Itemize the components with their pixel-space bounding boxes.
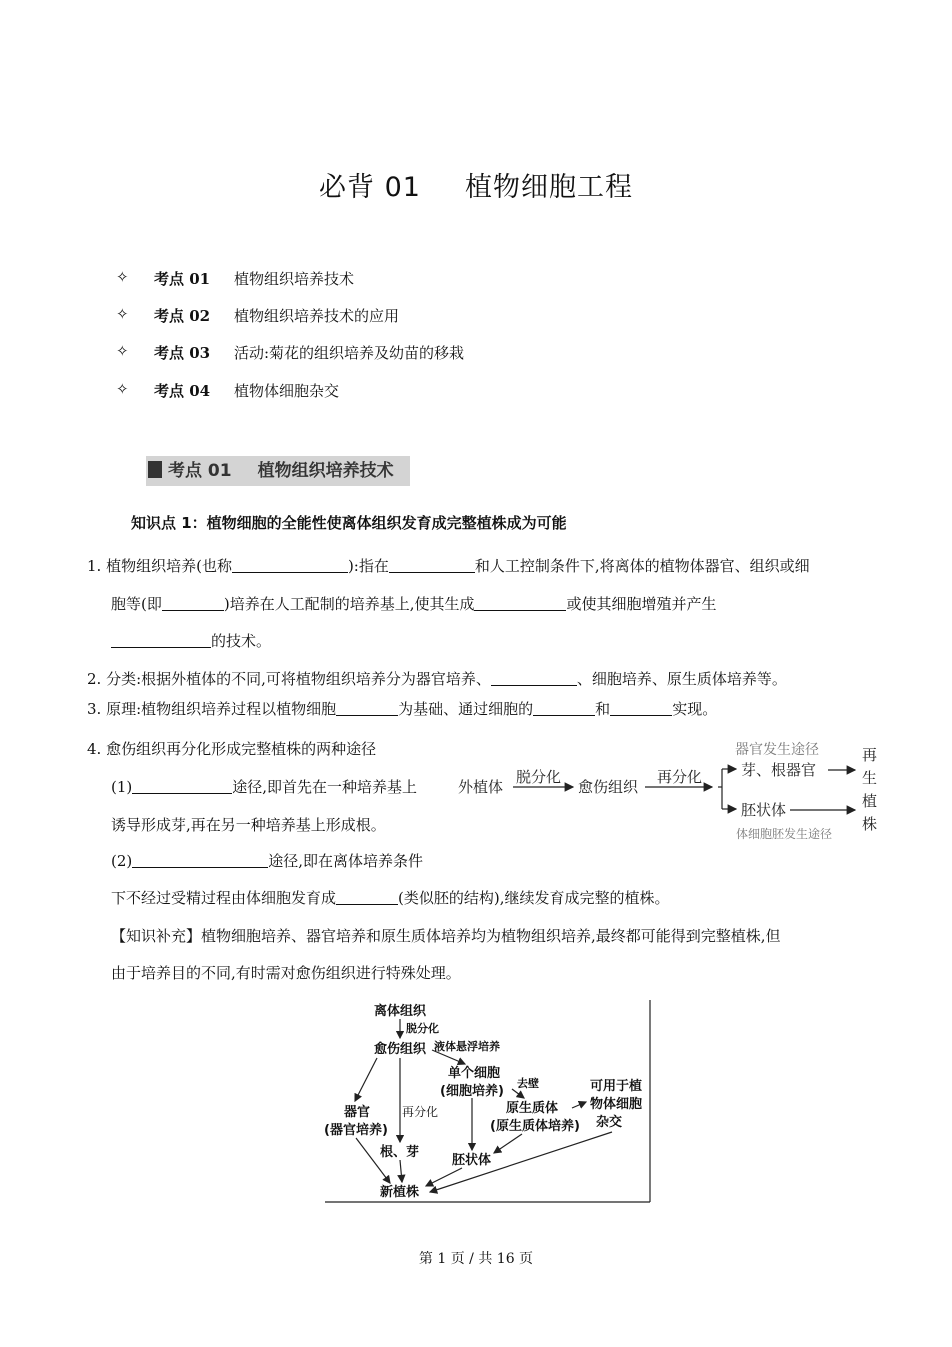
blank[interactable]	[132, 779, 232, 794]
title-name: 植物细胞工程	[464, 172, 633, 203]
toc-num: 考点 04	[154, 382, 211, 400]
item-4-path-2	[111, 850, 423, 871]
plant-char: 生	[862, 769, 878, 787]
blank[interactable]	[111, 633, 211, 648]
item-text: 原理:植物组织培养过程以植物细胞	[106, 700, 337, 718]
item-text: 途径,即在离体培养条件	[268, 852, 424, 870]
item-text: 分类:根据外植体的不同,可将植物组织培养分为器官培养、	[106, 670, 491, 688]
knowledge-point-heading: 知识点 1：植物细胞的全能性使离体组织发育成完整植株成为可能	[131, 514, 567, 532]
embryoid-label: 胚状体	[741, 801, 787, 819]
item-1-line-1	[87, 555, 810, 576]
plant-char: 再	[862, 746, 878, 764]
plant-char: 植	[862, 792, 878, 810]
item-text: (2)	[111, 852, 133, 870]
item-text: 的技术。	[211, 632, 272, 650]
arrow	[572, 1102, 586, 1108]
diamond-icon: ✧	[116, 380, 129, 398]
callus-label: 愈伤组织	[578, 778, 639, 796]
item-4-path-1-cont: 诱导形成芽,再在另一种培养基上形成根。	[111, 816, 386, 834]
page-footer: 第 1 页 / 共 16 页	[418, 1251, 534, 1267]
item-1-line-2	[111, 593, 717, 614]
node-embryoid: 胚状体	[452, 1153, 492, 1168]
node-single-cell: 单个细胞	[448, 1066, 501, 1081]
item-1-line-3	[111, 630, 271, 651]
item-text: ):指在	[347, 557, 389, 575]
item-4-path-2-cont	[111, 887, 670, 908]
item-number: 1.	[87, 557, 102, 575]
item-text: 实现。	[672, 700, 718, 718]
section-heading	[146, 456, 410, 486]
label-usable-3: 杂交	[596, 1115, 623, 1130]
arrow	[494, 1134, 522, 1153]
blank[interactable]	[474, 596, 566, 611]
blank[interactable]	[491, 671, 577, 686]
diamond-icon: ✧	[116, 268, 129, 286]
item-3	[87, 698, 717, 719]
blank[interactable]	[132, 853, 268, 868]
diamond-icon: ✧	[116, 305, 129, 323]
blank[interactable]	[162, 596, 224, 611]
item-4-heading	[87, 738, 376, 759]
toc-item-2[interactable]	[116, 305, 616, 325]
square-icon	[148, 461, 162, 478]
item-text: )培养在人工配制的培养基上,使其生成	[223, 595, 475, 613]
item-text: 和人工控制条件下,将离体的植物体器官、组织或细	[474, 557, 810, 575]
item-text: (类似胚的结构),继续发育成完整的植株。	[398, 889, 670, 907]
arrow	[512, 1089, 524, 1098]
item-text: 植物组织培养(也称	[106, 557, 232, 575]
toc-text: 植物组织培养技术的应用	[234, 307, 400, 325]
item-text: 和	[595, 700, 611, 718]
toc-text: 活动:菊花的组织培养及幼苗的移栽	[234, 344, 465, 362]
item-number: 2.	[87, 670, 102, 688]
toc-item-4[interactable]	[116, 380, 616, 400]
label-usable-2: 物体细胞	[590, 1097, 643, 1112]
toc-num: 考点 01	[154, 270, 211, 288]
blank[interactable]	[336, 890, 398, 905]
node-explant-tissue: 离体组织	[374, 1004, 427, 1019]
item-text: 、细胞培养、原生质体培养等。	[576, 670, 787, 688]
pathway-diagram	[450, 735, 890, 850]
supplement-line-1: 【知识补充】植物细胞培养、器官培养和原生质体培养均为植物组织培养,最终都可能得到完整植株,但	[111, 927, 781, 945]
supplement-line-2: 由于培养目的不同,有时需对愈伤组织进行特殊处理。	[111, 964, 461, 982]
arrow	[400, 1160, 402, 1182]
label-usable-1: 可用于植	[590, 1079, 643, 1094]
label-rediff: 再分化	[402, 1105, 439, 1119]
label-liquid: 液体悬浮培养	[434, 1040, 500, 1053]
node-root-bud: 根、芽	[380, 1145, 420, 1160]
item-text: 胞等(即	[111, 595, 162, 613]
bud-root-label: 芽、根器官	[741, 761, 817, 779]
arrow	[355, 1058, 377, 1101]
item-4-path-1	[111, 776, 417, 797]
node-protoplast-culture: (原生质体培养)	[490, 1119, 580, 1134]
blank[interactable]	[389, 558, 475, 573]
label-dediff: 脱分化	[406, 1022, 439, 1035]
toc-text: 植物体细胞杂交	[234, 382, 340, 400]
flow-diagram	[322, 998, 654, 1208]
explant-label: 外植体	[458, 778, 504, 796]
item-2	[87, 668, 787, 689]
item-number: 4.	[87, 740, 102, 758]
blank[interactable]	[610, 701, 672, 716]
dediff-label: 脱分化	[516, 768, 562, 786]
embryo-path-label: 体细胞胚发生途径	[736, 827, 833, 841]
node-callus: 愈伤组织	[374, 1042, 427, 1057]
section-title: 植物组织培养技术	[257, 461, 394, 481]
blank[interactable]	[533, 701, 595, 716]
item-number: 3.	[87, 700, 102, 718]
node-organ-culture: (器官培养)	[324, 1123, 388, 1138]
item-text: (1)	[111, 778, 133, 796]
organ-path-label: 器官发生途径	[735, 742, 819, 758]
diamond-icon: ✧	[116, 342, 129, 360]
page-title	[0, 165, 952, 204]
item-text: 途径,即首先在一种培养基上	[232, 778, 418, 796]
node-organ: 器官	[344, 1105, 371, 1120]
node-new-plant: 新植株	[380, 1185, 420, 1200]
toc-item-1[interactable]	[116, 268, 616, 288]
blank[interactable]	[232, 558, 348, 573]
section-num: 考点 01	[168, 461, 232, 481]
title-label: 必背 01	[319, 172, 421, 203]
label-dewall: 去壁	[517, 1077, 539, 1090]
plant-char: 株	[862, 815, 878, 833]
item-text: 为基础、通过细胞的	[398, 700, 534, 718]
toc-num: 考点 03	[154, 344, 211, 362]
node-cell-culture: (细胞培养)	[440, 1084, 504, 1099]
toc-text: 植物组织培养技术	[234, 270, 355, 288]
blank[interactable]	[336, 701, 398, 716]
item-text: 或使其细胞增殖并产生	[566, 595, 717, 613]
toc-item-3[interactable]	[116, 342, 616, 362]
node-protoplast: 原生质体	[506, 1101, 559, 1116]
rediff-label: 再分化	[657, 768, 703, 786]
item-text: 下不经过受精过程由体细胞发育成	[111, 889, 337, 907]
toc-num: 考点 02	[154, 307, 211, 325]
item-text: 愈伤组织再分化形成完整植株的两种途径	[106, 740, 377, 758]
